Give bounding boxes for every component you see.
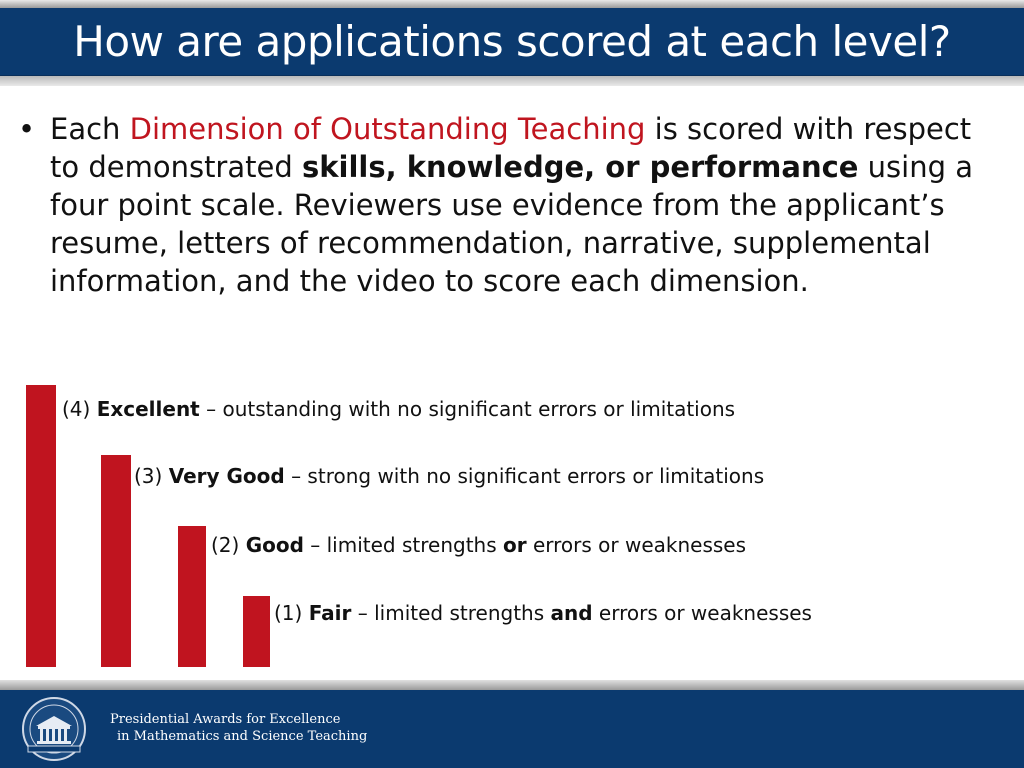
level-description: – limited strengths (351, 601, 551, 625)
footer-line-2: in Mathematics and Science Teaching (117, 729, 368, 744)
top-divider (0, 0, 1024, 8)
level-good (211, 532, 746, 558)
level-very-good (134, 463, 764, 489)
bullet-text (50, 110, 1008, 300)
bullet-paragraph (18, 110, 1008, 300)
presidential-seal-icon (16, 696, 92, 762)
level-score: (2) (211, 533, 246, 557)
title-divider (0, 76, 1024, 86)
level-emphasis: and (550, 601, 593, 625)
level-score: (1) (274, 601, 309, 625)
level-emphasis: or (503, 533, 527, 557)
scale-bar-very-good (101, 455, 131, 667)
level-fair (274, 600, 812, 626)
level-score: (4) (62, 397, 97, 421)
text-segment: using a four point scale. Reviewers use evidence from the applicant’s resume, letters of recommendation, narrative, supplemental information, and the video to score each dimension. (50, 150, 973, 298)
skills-emphasis: skills, knowledge, or performance (301, 150, 859, 184)
scale-bar-fair (243, 596, 270, 667)
level-name: Very Good (168, 464, 285, 488)
level-description: – outstanding with no significant errors or limitations (199, 397, 736, 421)
dimension-highlight: Dimension of Outstanding Teaching (129, 112, 646, 146)
scale-bar-good (178, 526, 206, 667)
text-segment: is scored with respect to demonstrated (50, 112, 972, 184)
level-excellent (62, 396, 735, 422)
footer-line-1: Presidential Awards for Excellence (110, 712, 341, 727)
level-name: Excellent (96, 397, 200, 421)
level-description: – strong with no significant errors or limitations (284, 464, 765, 488)
scale-bar-excellent (26, 385, 56, 667)
text-segment: Each (50, 112, 130, 146)
slide-title: How are applications scored at each level? (73, 17, 951, 66)
level-description-tail: errors or weaknesses (526, 533, 747, 557)
footer-divider (0, 680, 1024, 690)
bullet-icon: • (18, 112, 36, 146)
level-name: Fair (308, 601, 352, 625)
level-description: – limited strengths (303, 533, 503, 557)
title-bar (0, 8, 1024, 76)
level-description-tail: errors or weaknesses (592, 601, 812, 625)
level-name: Good (245, 533, 304, 557)
footer-caption (110, 711, 367, 745)
level-score: (3) (134, 464, 169, 488)
